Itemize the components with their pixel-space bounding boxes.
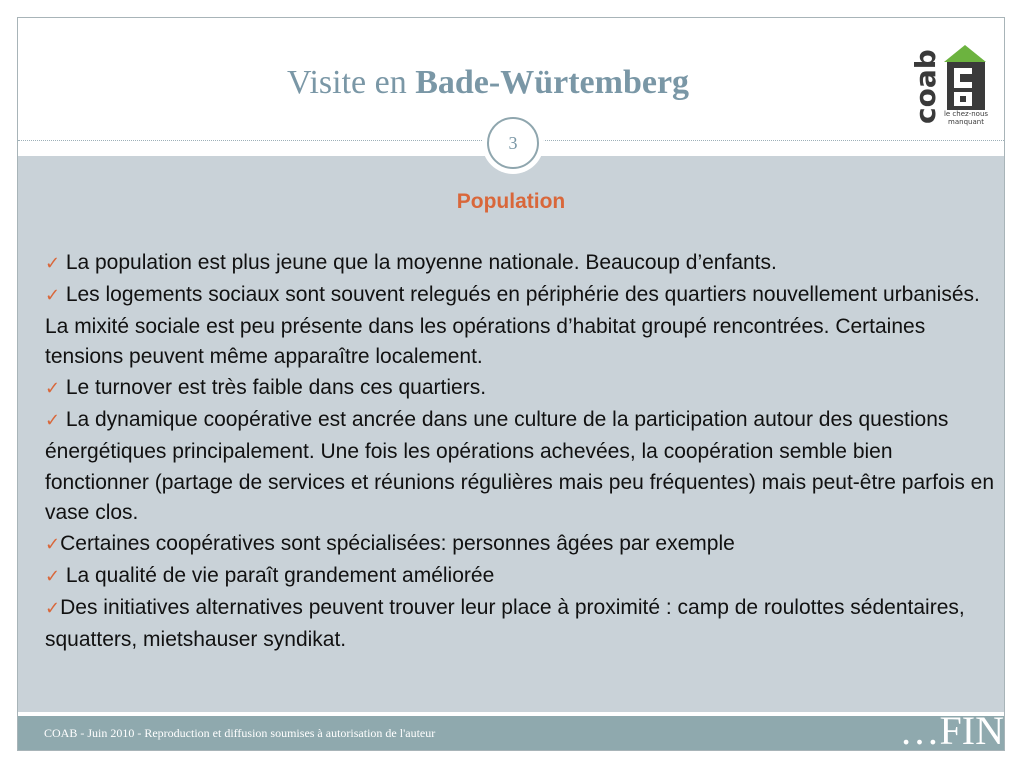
title-prefix: Visite en xyxy=(286,64,416,101)
title-bold: Bade-Würtemberg xyxy=(415,64,690,101)
checkmark-icon: ✓ xyxy=(45,534,61,556)
bullet-text: La qualité de vie paraît grandement améliorée xyxy=(65,563,495,587)
checkmark-icon: ✓ xyxy=(45,565,66,587)
bullet-text: La population est plus jeune que la moyenne nationale. Beaucoup d’enfants. xyxy=(65,251,777,274)
logo-tagline-2: manquant xyxy=(948,118,984,126)
checkmark-icon: ✓ xyxy=(45,378,66,400)
checkmark-icon: ✓ xyxy=(45,253,66,274)
bullet-list xyxy=(45,248,995,655)
footer-text: COAB - Juin 2010 - Reproduction et diffusion soumises à autorisation de l'auteur xyxy=(44,726,436,740)
list-item xyxy=(45,248,995,280)
bullet-text: Les logements sociaux sont souvent relegués en périphérie des quartiers nouvellement urbanisés. La mixité sociale est peu présente dans les opérations d’habitat groupé rencontrées. Certaines tensions peuvent même apparaître localement. xyxy=(45,282,980,369)
section-heading: Population xyxy=(456,190,566,213)
list-item xyxy=(45,561,995,593)
bullet-text: Des initiatives alternatives peuvent trouver leur place à proximité : camp de roulottes sédentaires, squatters, mietshauser syndikat. xyxy=(45,595,965,651)
checkmark-icon: ✓ xyxy=(45,284,66,306)
fin-label: …FIN xyxy=(899,708,1004,753)
bullet-text: Le turnover est très faible dans ces quartiers. xyxy=(65,376,487,400)
list-item xyxy=(45,593,995,656)
page-number: 3 xyxy=(487,117,539,169)
list-item xyxy=(45,529,995,561)
bullet-text: La dynamique coopérative est ancrée dans une culture de la participation autour des questions énergétiques principalement. Une fois les opérations achevées, la coopération semble bien fonctionner (partage de services et réunions régulières mais peu fréquentes) mais peut-être parfois en vase clos. xyxy=(45,407,995,525)
list-item xyxy=(45,280,995,373)
checkmark-icon: ✓ xyxy=(45,409,66,431)
list-item xyxy=(45,373,995,405)
logo-tagline-1: le chez-nous xyxy=(943,110,989,118)
bullet-text: Certaines coopératives sont spécialisées: personnes âgées par exemple xyxy=(60,532,735,556)
page-number-badge xyxy=(482,112,544,174)
logo-word: coab xyxy=(909,49,942,124)
slide-title xyxy=(0,60,976,106)
coab-logo xyxy=(908,44,990,126)
list-item xyxy=(45,405,995,529)
checkmark-icon: ✓ xyxy=(45,597,61,619)
